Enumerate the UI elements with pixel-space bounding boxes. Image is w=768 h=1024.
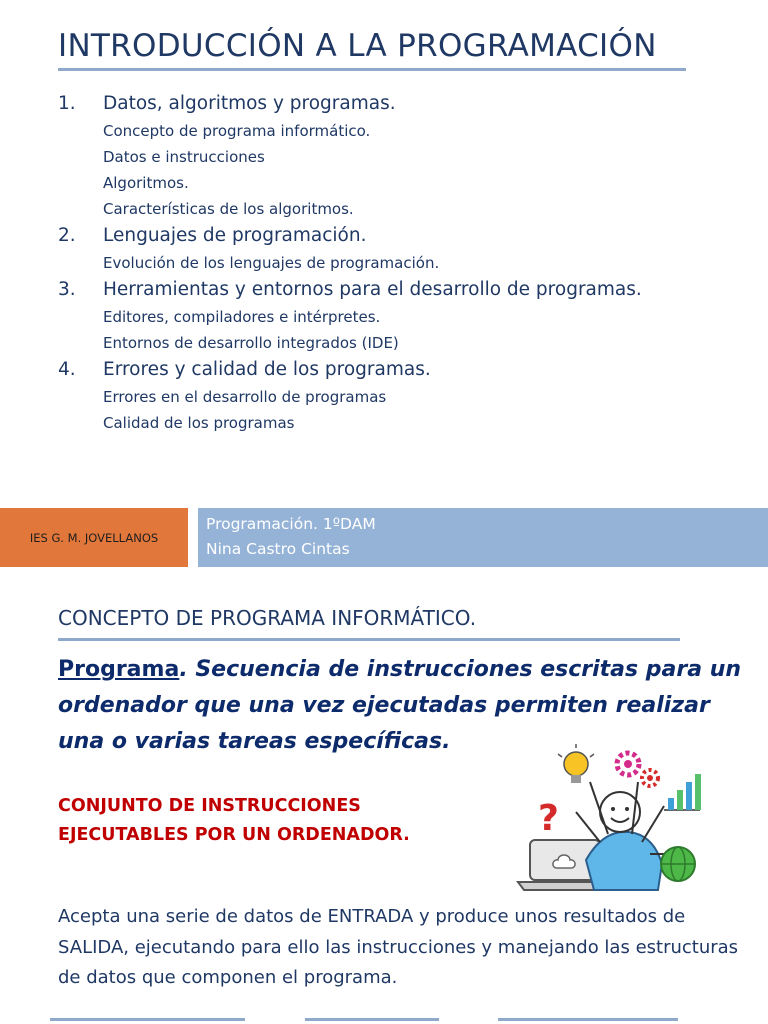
footer-school [0, 508, 188, 567]
footer-course-info [198, 508, 768, 567]
toc-subitem: Errores en el desarrollo de programas [103, 388, 387, 406]
toc-subitem: Datos e instrucciones [103, 148, 265, 166]
course-name: Programación. 1ºDAM [206, 515, 376, 533]
body-paragraph: Acepta una serie de datos de ENTRADA y produce unos resultados de SALIDA, ejecutando para ello las instrucciones y manejando las estructuras de datos que componen el programa. [58, 906, 739, 988]
bottom-rule [305, 1018, 439, 1021]
toc-section-1 [58, 90, 748, 222]
toc-subitem: Editores, compiladores e intérpretes. [103, 308, 381, 326]
page-title: INTRODUCCIÓN A LA PROGRAMACIÓN [58, 28, 657, 64]
toc-section-number: 4. [58, 359, 76, 380]
programmer-illustration [478, 742, 748, 902]
slide-concept [0, 580, 768, 1024]
toc-subitem: Calidad de los programas [103, 414, 295, 432]
svg-text:?: ? [538, 798, 559, 839]
bar-chart-icon [664, 774, 701, 810]
toc-subitem: Entornos de desarrollo integrados (IDE) [103, 334, 399, 352]
table-of-contents [58, 90, 748, 436]
lightbulb-icon [558, 744, 594, 783]
bottom-rule [50, 1018, 245, 1021]
toc-section-number: 2. [58, 225, 76, 246]
author-name: Nina Castro Cintas [206, 540, 350, 558]
toc-section-2 [58, 222, 748, 276]
toc-section-label: Herramientas y entornos para el desarrollo de programas. [103, 279, 642, 300]
highlight-line: CONJUNTO DE INSTRUCCIONES [58, 796, 361, 816]
bottom-rule [498, 1018, 678, 1021]
toc-subitem: Características de los algoritmos. [103, 200, 354, 218]
highlight-line: EJECUTABLES POR UN ORDENADOR. [58, 825, 410, 845]
toc-section-number: 3. [58, 279, 76, 300]
toc-subitem: Concepto de programa informático. [103, 122, 371, 140]
toc-section-number: 1. [58, 93, 76, 114]
gear-icon [617, 753, 658, 786]
toc-section-4 [58, 356, 748, 436]
toc-subitem: Evolución de los lenguajes de programación. [103, 254, 440, 272]
definition-term: Programa [58, 657, 180, 682]
bottom-rules [0, 1018, 768, 1024]
school-name: IES G. M. JOVELLANOS [29, 530, 159, 545]
toc-section-label: Datos, algoritmos y programas. [103, 93, 396, 114]
toc-section-label: Errores y calidad de los programas. [103, 359, 431, 380]
toc-subitem: Algoritmos. [103, 174, 189, 192]
toc-section-label: Lenguajes de programación. [103, 225, 367, 246]
definition-text: . Secuencia de instrucciones escritas para un ordenador que una vez ejecutadas permiten realizar una o varias tareas específicas. [58, 657, 742, 754]
section-title-underline [58, 638, 680, 641]
toc-section-heading [58, 222, 748, 250]
slide-intro [0, 0, 768, 500]
toc-section-3 [58, 276, 748, 356]
question-mark-icon [538, 798, 559, 839]
title-underline [58, 68, 686, 71]
globe-icon [661, 847, 695, 881]
toc-section-heading [58, 276, 748, 304]
section-title: CONCEPTO DE PROGRAMA INFORMÁTICO. [58, 606, 477, 630]
toc-section-heading [58, 90, 748, 118]
toc-section-heading [58, 356, 748, 384]
person-icon [576, 782, 670, 890]
highlight-text [58, 792, 478, 850]
